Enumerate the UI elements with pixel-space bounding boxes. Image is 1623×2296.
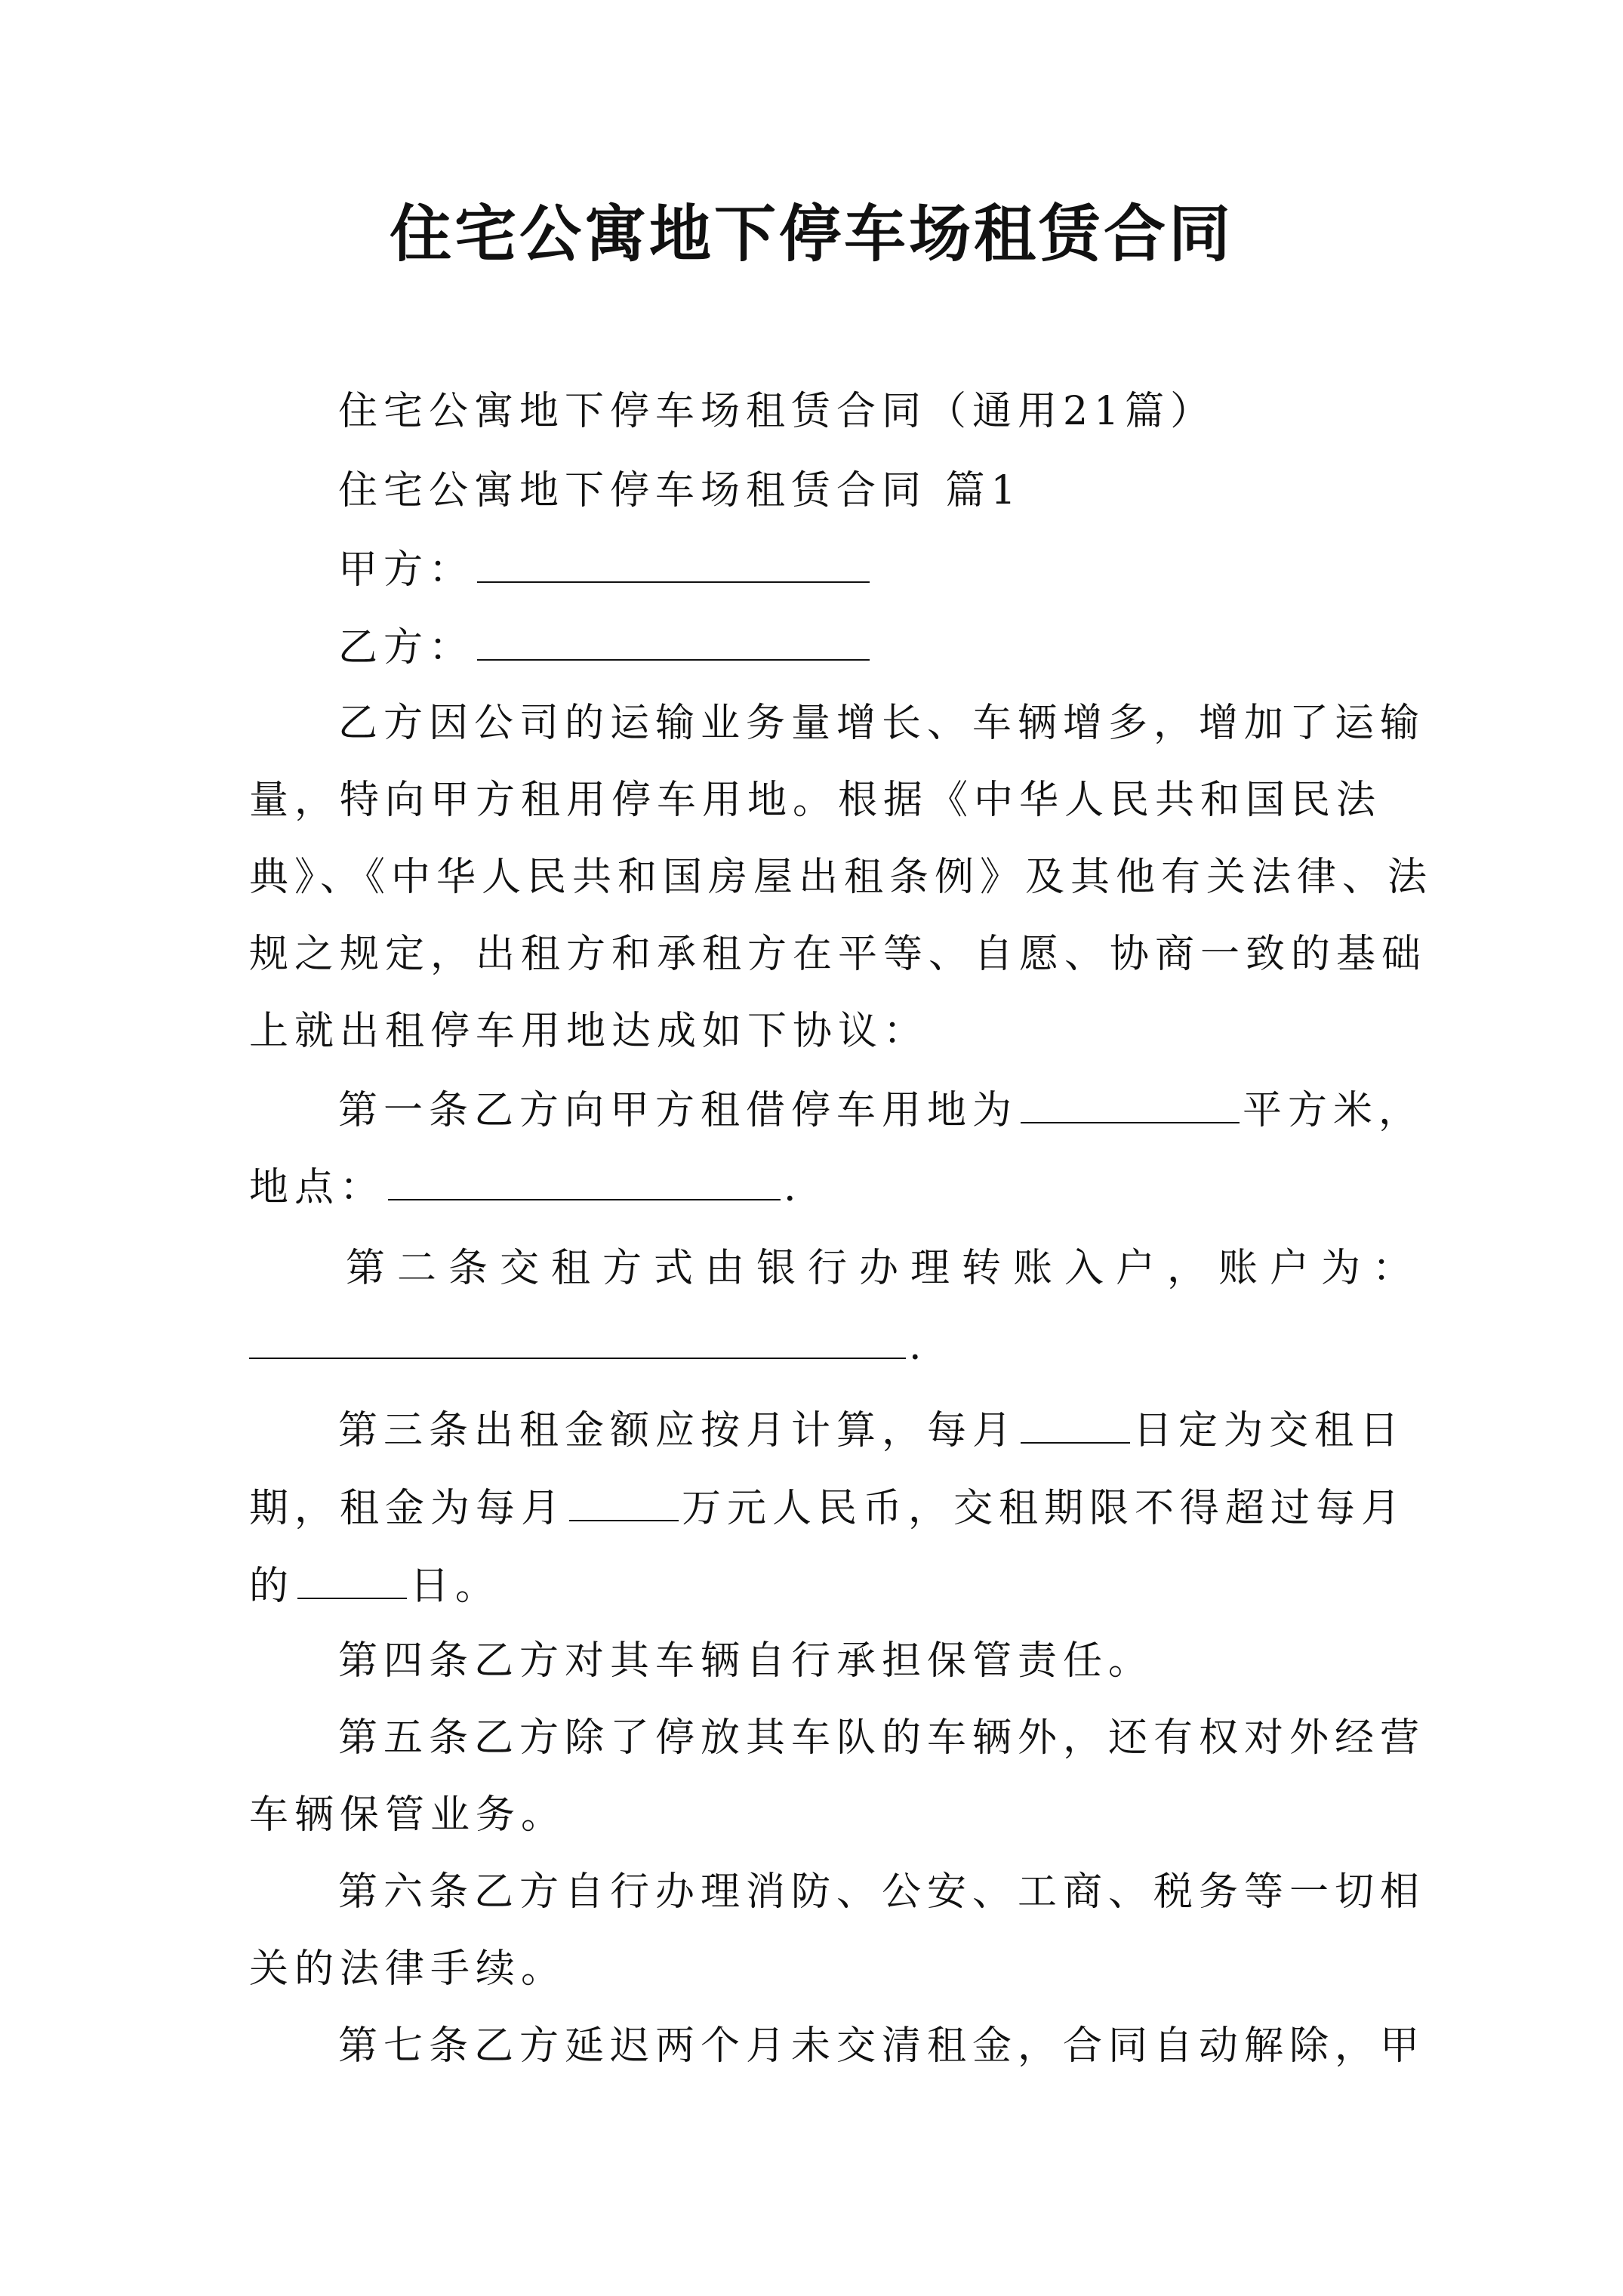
location-blank	[388, 1155, 781, 1200]
article-3-line-1	[338, 1398, 1405, 1461]
party-a-line	[338, 538, 873, 600]
account-blank	[249, 1314, 906, 1359]
preamble-line-4: 规之规定，出租方和承租方在平等、自愿、协商一致的基础	[249, 932, 1427, 977]
article-1-text-b: 平方米，	[1243, 1088, 1424, 1133]
article-3-text-e: 的	[249, 1564, 295, 1609]
article-3-line-3	[249, 1554, 500, 1616]
article-7-line-1: 第七条乙方延迟两个月未交清租金，合同自动解除，甲	[338, 2023, 1426, 2069]
location-label: 地点：	[249, 1165, 386, 1210]
party-b-blank	[477, 615, 870, 661]
article-5-line-1: 第五条乙方除了停放其车队的车辆外，还有权对外经营	[338, 1715, 1426, 1761]
article-1-line-1	[338, 1078, 1424, 1141]
article-3-text-b: 日定为交租日	[1133, 1408, 1406, 1453]
article-3-line-2	[249, 1476, 1406, 1539]
party-b-line	[338, 615, 873, 678]
article-4: 第四条乙方对其车辆自行承担保管责任。	[338, 1638, 1154, 1684]
article-3-text-a: 第三条出租金额应按月计算，每月	[338, 1408, 1018, 1453]
party-a-label: 甲方：	[338, 547, 475, 593]
party-a-blank	[477, 538, 870, 583]
document-title: 住宅公寓地下停车场租赁合同	[389, 198, 1233, 270]
article-6-line-2: 关的法律手续。	[249, 1946, 567, 1992]
article-2-end: .	[909, 1324, 928, 1369]
article-2-line-2	[249, 1314, 928, 1376]
preamble-line-2: 量，特向甲方租用停车用地。根据《中华人民共和国民法	[249, 778, 1382, 823]
article-1-line-2	[249, 1155, 802, 1218]
subtitle: 住宅公寓地下停车场租赁合同（通用21篇）	[338, 389, 1216, 434]
article-3-text-d: 万元人民币，交租期限不得超过每月	[682, 1486, 1407, 1531]
deadline-blank	[297, 1554, 407, 1599]
article-3-text-c: 期，租金为每月	[249, 1486, 567, 1531]
article-1-text-a: 第一条乙方向甲方租借停车用地为	[338, 1088, 1018, 1133]
preamble-line-3: 典》、《中华人民共和国房屋出租条例》及其他有关法律、法	[249, 855, 1434, 900]
preamble-line-1: 乙方因公司的运输业务量增长、车辆增多，增加了运输	[338, 701, 1426, 746]
article-6-line-1: 第六条乙方自行办理消防、公安、工商、税务等一切相	[338, 1869, 1426, 1915]
payday-blank	[1021, 1398, 1130, 1444]
section-heading: 住宅公寓地下停车场租赁合同 篇1	[338, 468, 1022, 513]
article-2-line-1: 第二条交租方式由银行办理转账入户，账户为：	[346, 1246, 1424, 1291]
article-5-line-2: 车辆保管业务。	[249, 1792, 567, 1838]
article-1-end: .	[784, 1165, 802, 1210]
rent-blank	[569, 1476, 679, 1521]
party-b-label: 乙方：	[338, 625, 475, 670]
article-3-text-f: 日。	[410, 1564, 501, 1609]
area-blank	[1021, 1078, 1240, 1123]
preamble-line-5: 上就出租停车用地达成如下协议：	[249, 1009, 929, 1054]
